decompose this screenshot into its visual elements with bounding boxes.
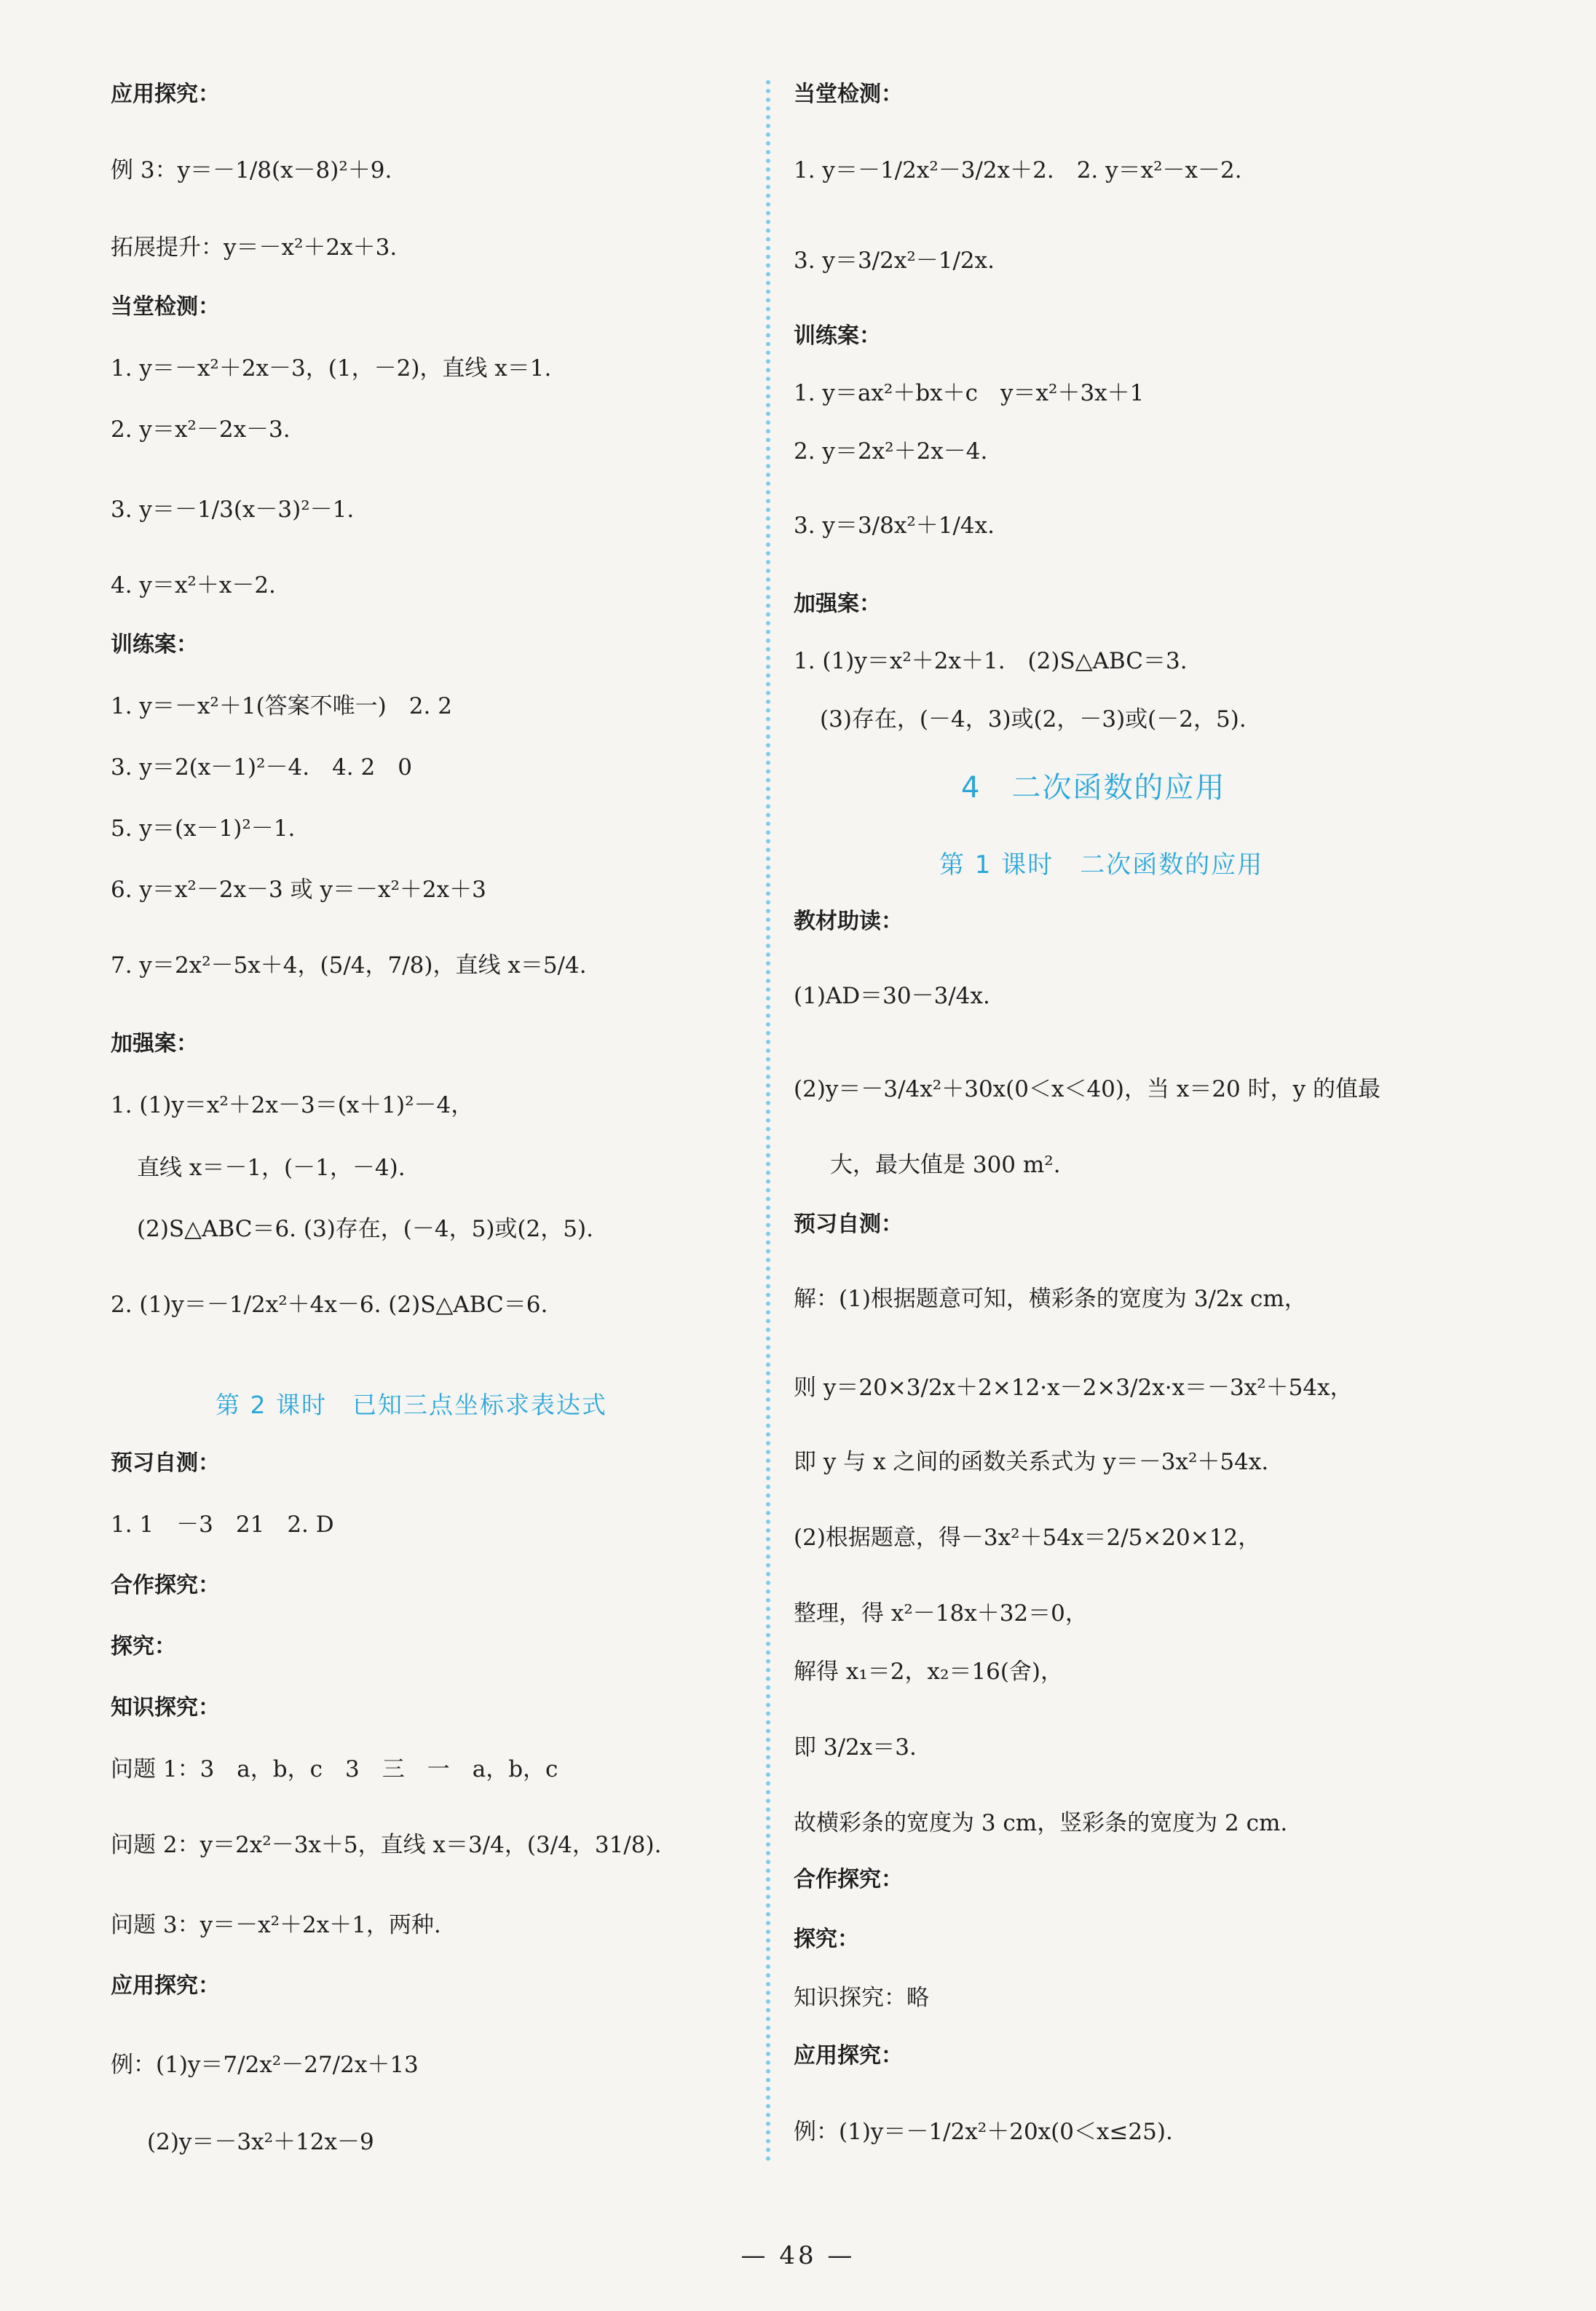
answer-line: 1. y＝－x²＋1(答案不唯一) 2. 2 [111, 693, 452, 719]
answer-line: 故横彩条的宽度为 3 cm，竖彩条的宽度为 2 cm. [794, 1810, 1288, 1836]
answer-line: 6. y＝x²－2x－3 或 y＝－x²＋2x＋3 [111, 877, 486, 903]
heading: 当堂检测： [794, 82, 903, 107]
answer-line: 7. y＝2x²－5x＋4，(5/4，7/8)，直线 x＝5/4. [111, 952, 587, 979]
heading: 合作探究： [111, 1573, 220, 1598]
answer-line: (2)y＝－3x²＋12x－9 [147, 2129, 374, 2155]
heading: 合作探究： [794, 1867, 903, 1892]
answer-line: 3. y＝2(x－1)²－4. 4. 2 0 [111, 754, 412, 781]
answer-line: 拓展提升：y＝－x²＋2x＋3. [111, 234, 398, 261]
heading: 当堂检测： [111, 294, 220, 320]
answer-line: 即 y 与 x 之间的函数关系式为 y＝－3x²＋54x. [794, 1449, 1269, 1475]
answer-line: 4. y＝x²＋x－2. [111, 572, 276, 599]
answer-line: 知识探究：略 [794, 1985, 929, 2011]
answer-line: 3. y＝3/8x²＋1/4x. [794, 513, 995, 539]
answer-line: (2)S△ABC＝6. (3)存在，(－4，5)或(2，5). [137, 1216, 593, 1242]
heading: 训练案： [794, 323, 881, 349]
answer-line: (3)存在，(－4，3)或(2，－3)或(－2，5). [820, 706, 1247, 732]
heading: 知识探究： [111, 1695, 220, 1721]
page-number: — 48 — [740, 2241, 856, 2270]
heading: 探究： [794, 1927, 859, 1952]
answer-line: 例：(1)y＝－1/2x²＋20x(0＜x≤25). [794, 2119, 1173, 2145]
section-title: 4 二次函数的应用 [961, 771, 1226, 805]
answer-line: 1. y＝－1/2x²－3/2x＋2. 2. y＝x²－x－2. [794, 157, 1242, 183]
answer-line: 2. y＝2x²＋2x－4. [794, 438, 988, 465]
answer-line: 例：(1)y＝7/2x²－27/2x＋13 [111, 2052, 419, 2078]
answer-line: 1. y＝ax²＋bx＋c y＝x²＋3x＋1 [794, 380, 1145, 406]
answer-line: 1. (1)y＝x²＋2x－3＝(x＋1)²－4， [111, 1092, 474, 1118]
answer-line: 大，最大值是 300 m². [830, 1152, 1061, 1178]
lesson-title: 第 2 课时 已知三点坐标求表达式 [216, 1391, 607, 1419]
heading: 预习自测： [111, 1450, 220, 1476]
lesson-title: 第 1 课时 二次函数的应用 [939, 850, 1264, 880]
answer-line: 1. 1 －3 21 2. D [111, 1512, 334, 1538]
answer-line: 问题 1：3 a，b，c 3 三 一 a，b，c [111, 1756, 558, 1782]
column-divider [766, 80, 770, 2162]
heading: 加强案： [794, 591, 881, 617]
answer-line: 则 y＝20×3/2x＋2×12·x－2×3/2x·x＝－3x²＋54x， [794, 1375, 1353, 1401]
heading: 预习自测： [794, 1212, 903, 1237]
heading: 训练案： [111, 632, 198, 657]
answer-line: 解得 x₁＝2，x₂＝16(舍)， [794, 1659, 1064, 1685]
answer-line: 例 3：y＝－1/8(x－8)²＋9. [111, 157, 392, 183]
heading: 加强案： [111, 1031, 198, 1056]
answer-line: (2)根据题意，得－3x²＋54x＝2/5×20×12， [794, 1525, 1261, 1551]
answer-line: 1. (1)y＝x²＋2x＋1. (2)S△ABC＝3. [794, 648, 1188, 674]
heading: 应用探究： [794, 2043, 903, 2069]
answer-line: (2)y＝－3/4x²＋30x(0＜x＜40)，当 x＝20 时，y 的值最 [794, 1076, 1380, 1102]
answer-line: 整理，得 x²－18x＋32＝0， [794, 1600, 1088, 1627]
heading: 应用探究： [111, 82, 220, 107]
answer-line: 2. (1)y＝－1/2x²＋4x－6. (2)S△ABC＝6. [111, 1292, 548, 1318]
heading: 应用探究： [111, 1973, 220, 1999]
answer-line: (1)AD＝30－3/4x. [794, 983, 990, 1009]
answer-line: 3. y＝3/2x²－1/2x. [794, 248, 995, 274]
answer-line: 5. y＝(x－1)²－1. [111, 815, 296, 842]
answer-line: 直线 x＝－1，(－1，－4). [137, 1155, 406, 1181]
answer-line: 问题 2：y＝2x²－3x＋5，直线 x＝3/4，(3/4，31/8). [111, 1832, 662, 1858]
answer-line: 3. y＝－1/3(x－3)²－1. [111, 497, 355, 523]
heading: 教材助读： [794, 909, 903, 934]
answer-line: 1. y＝－x²＋2x－3，(1，－2)，直线 x＝1. [111, 355, 552, 382]
answer-line: 即 3/2x＝3. [794, 1734, 917, 1761]
answer-line: 2. y＝x²－2x－3. [111, 416, 291, 443]
answer-line: 解：(1)根据题意可知，横彩条的宽度为 3/2x cm， [794, 1286, 1307, 1312]
heading: 探究： [111, 1634, 176, 1659]
answer-line: 问题 3：y＝－x²＋2x＋1，两种. [111, 1912, 441, 1938]
